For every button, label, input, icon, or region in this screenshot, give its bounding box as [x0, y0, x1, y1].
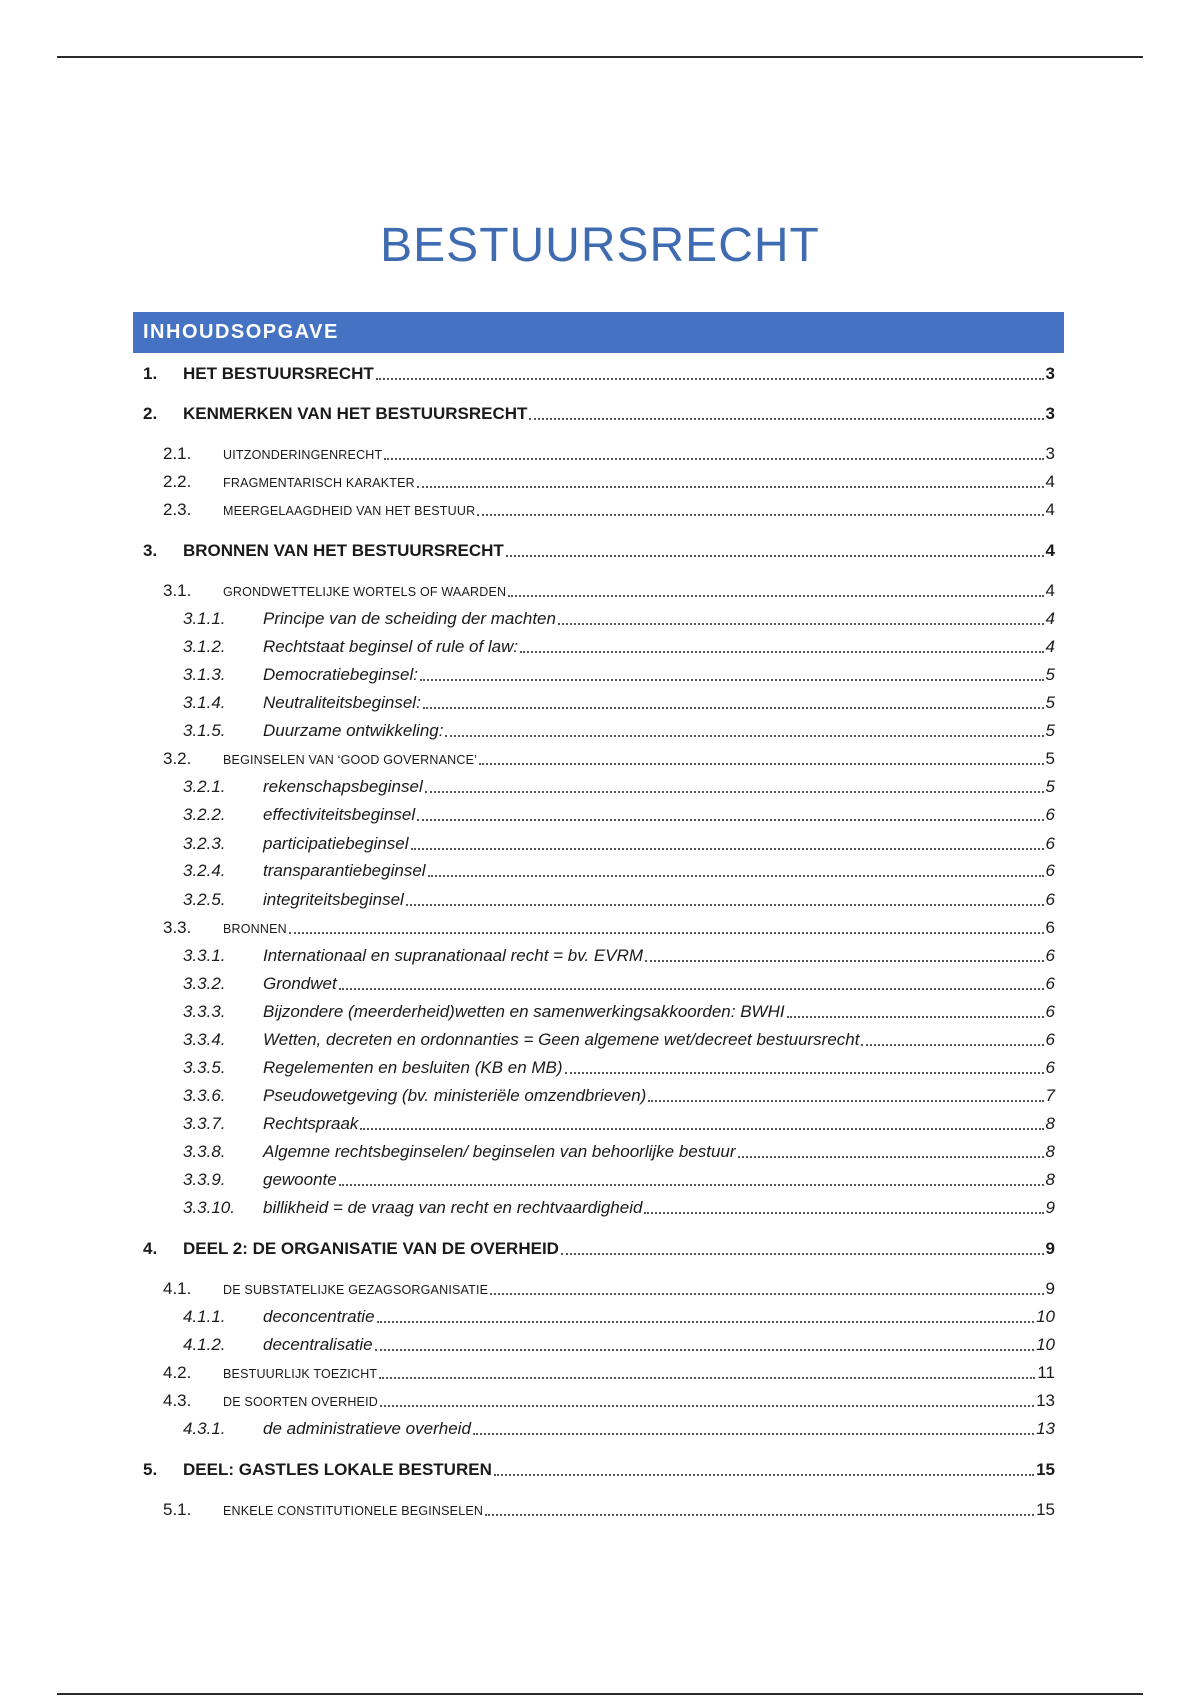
toc-dot-leader: [423, 707, 1044, 709]
toc-entry-number: 2.: [143, 404, 158, 423]
toc-entry-page-number: 6: [1045, 974, 1055, 993]
toc-entry-page-number: 6: [1045, 834, 1055, 853]
toc-entry-title: Wetten, decreten en ordonnanties = Geen algemene wet/decreet bestuursrecht: [263, 1030, 860, 1049]
toc-dot-leader: [529, 418, 1043, 420]
document-title: BESTUURSRECHT: [380, 219, 820, 272]
toc-entry-number: 3.2.2.: [183, 805, 226, 824]
toc-entry-title: ENKELE CONSTITUTIONELE BEGINSELEN: [223, 1504, 484, 1518]
toc-entry-title: Bijzondere (meerderheid)wetten en samenwerkingsakkoorden: BWHI: [263, 1002, 785, 1021]
toc-entry[interactable]: [143, 404, 1055, 424]
toc-entry[interactable]: [143, 1114, 1055, 1134]
toc-entry-page-number: 11: [1037, 1363, 1055, 1382]
toc-entry-title: Principe van de scheiding der machten: [263, 609, 556, 628]
toc-entry-number: 4.1.1.: [183, 1307, 226, 1326]
toc-dot-leader: [648, 1100, 1043, 1102]
toc-entry-number: 3.3.6.: [183, 1086, 226, 1105]
toc-entry[interactable]: [143, 805, 1055, 825]
toc-dot-leader: [375, 1349, 1034, 1351]
toc-entry-title: Regelementen en besluiten (KB en MB): [263, 1058, 563, 1077]
toc-entry-number: 4.1.: [163, 1279, 192, 1298]
toc-entry[interactable]: [143, 1279, 1055, 1299]
toc-entry-page-number: 4: [1045, 609, 1055, 628]
toc-entry-page-number: 9: [1045, 1279, 1055, 1298]
toc-entry-page-number: 8: [1045, 1114, 1055, 1133]
toc-entry-title: participatiebeginsel: [263, 834, 409, 853]
toc-entry-number: 3.1.2.: [183, 637, 226, 656]
toc-entry-number: 3.2.1.: [183, 777, 226, 796]
toc-entry-title: BRONNEN: [223, 922, 287, 936]
toc-entry[interactable]: [143, 749, 1055, 769]
toc-entry-title: BEGINSELEN VAN ‘GOOD GOVERNANCE’: [223, 753, 478, 767]
toc-entry-page-number: 6: [1045, 1002, 1055, 1021]
toc-entry-number: 4.: [143, 1239, 158, 1258]
toc-dot-leader: [406, 904, 1044, 906]
toc-entry-title: billikheid = de vraag van recht en rechtvaardigheid: [263, 1198, 643, 1217]
toc-entry-number: 3.1.3.: [183, 665, 226, 684]
toc-dot-leader: [473, 1433, 1034, 1435]
toc-entry-page-number: 8: [1045, 1142, 1055, 1161]
toc-entry-title: DE SOORTEN OVERHEID: [223, 1395, 378, 1409]
toc-entry-title: DEEL 2: DE ORGANISATIE VAN DE OVERHEID: [183, 1239, 559, 1258]
toc-dot-leader: [425, 791, 1044, 793]
toc-entry[interactable]: [143, 444, 1055, 464]
toc-entry-number: 5.1.: [163, 1500, 192, 1519]
toc-entry-title: KENMERKEN VAN HET BESTUURSRECHT: [183, 404, 528, 423]
toc-entry[interactable]: [143, 1239, 1055, 1259]
toc-dot-leader: [494, 1474, 1034, 1476]
toc-entry[interactable]: [143, 1500, 1055, 1520]
toc-dot-leader: [520, 651, 1043, 653]
toc-entry[interactable]: [143, 890, 1055, 910]
toc-entry-title: deconcentratie: [263, 1307, 375, 1326]
toc-entry[interactable]: [143, 974, 1055, 994]
toc-entry[interactable]: [143, 1198, 1055, 1218]
toc-entry-page-number: 13: [1036, 1419, 1055, 1438]
toc-dot-leader: [420, 679, 1044, 681]
toc-entry-number: 3.1.: [163, 581, 192, 600]
toc-entry-title: rekenschapsbeginsel: [263, 777, 423, 796]
toc-dot-leader: [479, 763, 1043, 765]
toc-entry-title: Rechtspraak: [263, 1114, 359, 1133]
toc-entry[interactable]: [143, 918, 1055, 938]
toc-entry-number: 3.2.3.: [183, 834, 226, 853]
toc-entry-title: HET BESTUURSRECHT: [183, 364, 374, 383]
toc-entry-page-number: 9: [1045, 1198, 1055, 1217]
toc-entry[interactable]: [143, 637, 1055, 657]
toc-dot-leader: [376, 378, 1044, 380]
toc-entry[interactable]: [143, 364, 1055, 384]
toc-entry-title: GRONDWETTELIJKE WORTELS OF WAARDEN: [223, 585, 507, 599]
toc-dot-leader: [738, 1156, 1044, 1158]
toc-entry-page-number: 7: [1045, 1086, 1055, 1105]
toc-dot-leader: [861, 1044, 1043, 1046]
toc-entry[interactable]: [143, 1363, 1055, 1383]
toc-entry[interactable]: [143, 1335, 1055, 1355]
toc-entry[interactable]: [143, 1419, 1055, 1439]
toc-dot-leader: [490, 1293, 1043, 1295]
toc-entry-title: FRAGMENTARISCH KARAKTER: [223, 476, 415, 490]
toc-entry[interactable]: [143, 609, 1055, 629]
toc-entry-number: 3.2.4.: [183, 861, 226, 880]
toc-dot-leader: [377, 1321, 1035, 1323]
toc-entry-page-number: 4: [1045, 472, 1055, 491]
toc-entry[interactable]: [143, 1391, 1055, 1411]
toc-entry[interactable]: [143, 946, 1055, 966]
toc-entry[interactable]: [143, 1142, 1055, 1162]
toc-entry-page-number: 4: [1045, 541, 1055, 560]
toc-entry-number: 3.3.1.: [183, 946, 226, 965]
toc-entry-number: 3.3.: [163, 918, 192, 937]
footer-rule: [57, 1693, 1143, 1695]
toc-dot-leader: [561, 1253, 1044, 1255]
toc-entry-page-number: 5: [1045, 693, 1055, 712]
toc-entry[interactable]: [143, 1460, 1055, 1480]
toc-entry-page-number: 3: [1045, 404, 1055, 423]
toc-entry-number: 3.3.7.: [183, 1114, 226, 1133]
toc-dot-leader: [289, 932, 1044, 934]
toc-dot-leader: [339, 1184, 1044, 1186]
toc-dot-leader: [508, 595, 1043, 597]
toc-entry-title: BRONNEN VAN HET BESTUURSRECHT: [183, 541, 504, 560]
toc-entry-page-number: 5: [1045, 749, 1055, 768]
toc-entry-title: decentralisatie: [263, 1335, 373, 1354]
toc-entry-title: Grondwet: [263, 974, 337, 993]
toc-dot-leader: [644, 1212, 1043, 1214]
toc-entry-number: 4.3.1.: [183, 1419, 226, 1438]
toc-dot-leader: [485, 1514, 1034, 1516]
toc-entry-title: MEERGELAAGDHEID VAN HET BESTUUR: [223, 504, 476, 518]
toc-entry[interactable]: [143, 861, 1055, 881]
toc-entry-page-number: 3: [1045, 364, 1055, 383]
toc-entry-title: Pseudowetgeving (bv. ministeriële omzendbrieven): [263, 1086, 647, 1105]
toc-heading: INHOUDSOPGAVE: [133, 312, 1064, 353]
toc-entry-page-number: 10: [1036, 1307, 1055, 1326]
toc-entry-title: DE SUBSTATELIJKE GEZAGSORGANISATIE: [223, 1283, 489, 1297]
toc-entry-title: BESTUURLIJK TOEZICHT: [223, 1367, 378, 1381]
toc-entry-page-number: 9: [1045, 1239, 1055, 1258]
toc-entry-page-number: 13: [1036, 1391, 1055, 1410]
toc-entry-page-number: 6: [1045, 890, 1055, 909]
toc-dot-leader: [417, 819, 1043, 821]
toc-entry-number: 3.1.4.: [183, 693, 226, 712]
toc-entry[interactable]: [143, 472, 1055, 492]
toc-dot-leader: [565, 1072, 1044, 1074]
header-rule: [57, 56, 1143, 58]
toc-entry-title: Rechtstaat beginsel of rule of law:: [263, 637, 519, 656]
toc-entry[interactable]: [143, 541, 1055, 561]
toc-entry-title: UITZONDERINGENRECHT: [223, 448, 383, 462]
toc-entry-page-number: 4: [1045, 581, 1055, 600]
toc-entry[interactable]: [143, 581, 1055, 601]
toc-entry[interactable]: [143, 693, 1055, 713]
toc-dot-leader: [379, 1377, 1035, 1379]
toc-dot-leader: [506, 555, 1044, 557]
toc-entry-number: 2.1.: [163, 444, 192, 463]
toc-entry-page-number: 6: [1045, 861, 1055, 880]
toc-entry-number: 4.2.: [163, 1363, 192, 1382]
toc-entry[interactable]: [143, 721, 1055, 741]
toc-entry-number: 3.3.5.: [183, 1058, 226, 1077]
toc-dot-leader: [411, 848, 1044, 850]
toc-entry-number: 3.3.8.: [183, 1142, 226, 1161]
toc-entry-number: 3.3.9.: [183, 1170, 226, 1189]
toc-entry-number: 3.2.5.: [183, 890, 226, 909]
toc-dot-leader: [428, 875, 1044, 877]
toc-dot-leader: [787, 1016, 1044, 1018]
toc-entry-number: 3.3.4.: [183, 1030, 226, 1049]
toc-entry[interactable]: [143, 1086, 1055, 1106]
toc-entry-number: 3.: [143, 541, 158, 560]
toc-dot-leader: [360, 1128, 1043, 1130]
toc-entry-title: transparantiebeginsel: [263, 861, 426, 880]
toc-dot-leader: [417, 486, 1044, 488]
toc-entry-number: 3.3.10.: [183, 1198, 235, 1217]
toc-entry-page-number: 6: [1045, 918, 1055, 937]
toc-entry-page-number: 6: [1045, 946, 1055, 965]
toc-entry-number: 3.2.: [163, 749, 192, 768]
toc-entry-title: integriteitsbeginsel: [263, 890, 404, 909]
toc-entry-title: gewoonte: [263, 1170, 337, 1189]
toc-entry[interactable]: [143, 1002, 1055, 1022]
toc-entry-number: 3.1.1.: [183, 609, 226, 628]
toc-entry-number: 3.3.2.: [183, 974, 226, 993]
toc-dot-leader: [477, 514, 1043, 516]
toc-entry-page-number: 6: [1045, 805, 1055, 824]
toc-dot-leader: [339, 988, 1044, 990]
toc-entry-number: 3.1.5.: [183, 721, 226, 740]
toc-entry[interactable]: [143, 834, 1055, 854]
toc-entry-title: Duurzame ontwikkeling:: [263, 721, 444, 740]
toc-entry-number: 4.3.: [163, 1391, 192, 1410]
toc-entry-page-number: 3: [1045, 444, 1055, 463]
toc-entry-page-number: 6: [1045, 1030, 1055, 1049]
toc-entry-page-number: 10: [1036, 1335, 1055, 1354]
toc-entry-page-number: 4: [1045, 637, 1055, 656]
toc-entry-number: 2.3.: [163, 500, 192, 519]
toc-entry[interactable]: [143, 500, 1055, 520]
toc-entry-page-number: 15: [1036, 1500, 1055, 1519]
toc-entry[interactable]: [143, 1307, 1055, 1327]
toc-entry-page-number: 8: [1045, 1170, 1055, 1189]
toc-dot-leader: [384, 458, 1043, 460]
toc-entry-title: DEEL: GASTLES LOKALE BESTUREN: [183, 1460, 492, 1479]
toc-entry-title: Algemne rechtsbeginselen/ beginselen van behoorlijke bestuur: [263, 1142, 736, 1161]
toc-entry[interactable]: [143, 1030, 1055, 1050]
toc-entry[interactable]: [143, 1058, 1055, 1078]
toc-entry-number: 5.: [143, 1460, 158, 1479]
toc-entry[interactable]: [143, 665, 1055, 685]
toc-entry-title: Internationaal en supranationaal recht = bv. EVRM: [263, 946, 644, 965]
toc-entry-title: Democratiebeginsel:: [263, 665, 418, 684]
toc-entry-page-number: 15: [1036, 1460, 1055, 1479]
toc-entry-number: 1.: [143, 364, 158, 383]
toc-entry-page-number: 6: [1045, 1058, 1055, 1077]
toc-dot-leader: [558, 623, 1044, 625]
toc-entry-number: 2.2.: [163, 472, 192, 491]
toc-entry-page-number: 5: [1045, 721, 1055, 740]
toc-entry-page-number: 5: [1045, 777, 1055, 796]
toc-entry-number: 3.3.3.: [183, 1002, 226, 1021]
toc-dot-leader: [380, 1405, 1034, 1407]
toc-entry-title: effectiviteitsbeginsel: [263, 805, 416, 824]
toc-entry[interactable]: [143, 777, 1055, 797]
toc-entry-page-number: 4: [1045, 500, 1055, 519]
toc-dot-leader: [445, 735, 1043, 737]
toc-entry-page-number: 5: [1045, 665, 1055, 684]
toc-dot-leader: [645, 960, 1043, 962]
toc-entry-title: Neutraliteitsbeginsel:: [263, 693, 421, 712]
toc-entry[interactable]: [143, 1170, 1055, 1190]
toc-entry-title: de administratieve overheid: [263, 1419, 471, 1438]
toc-entry-number: 4.1.2.: [183, 1335, 226, 1354]
